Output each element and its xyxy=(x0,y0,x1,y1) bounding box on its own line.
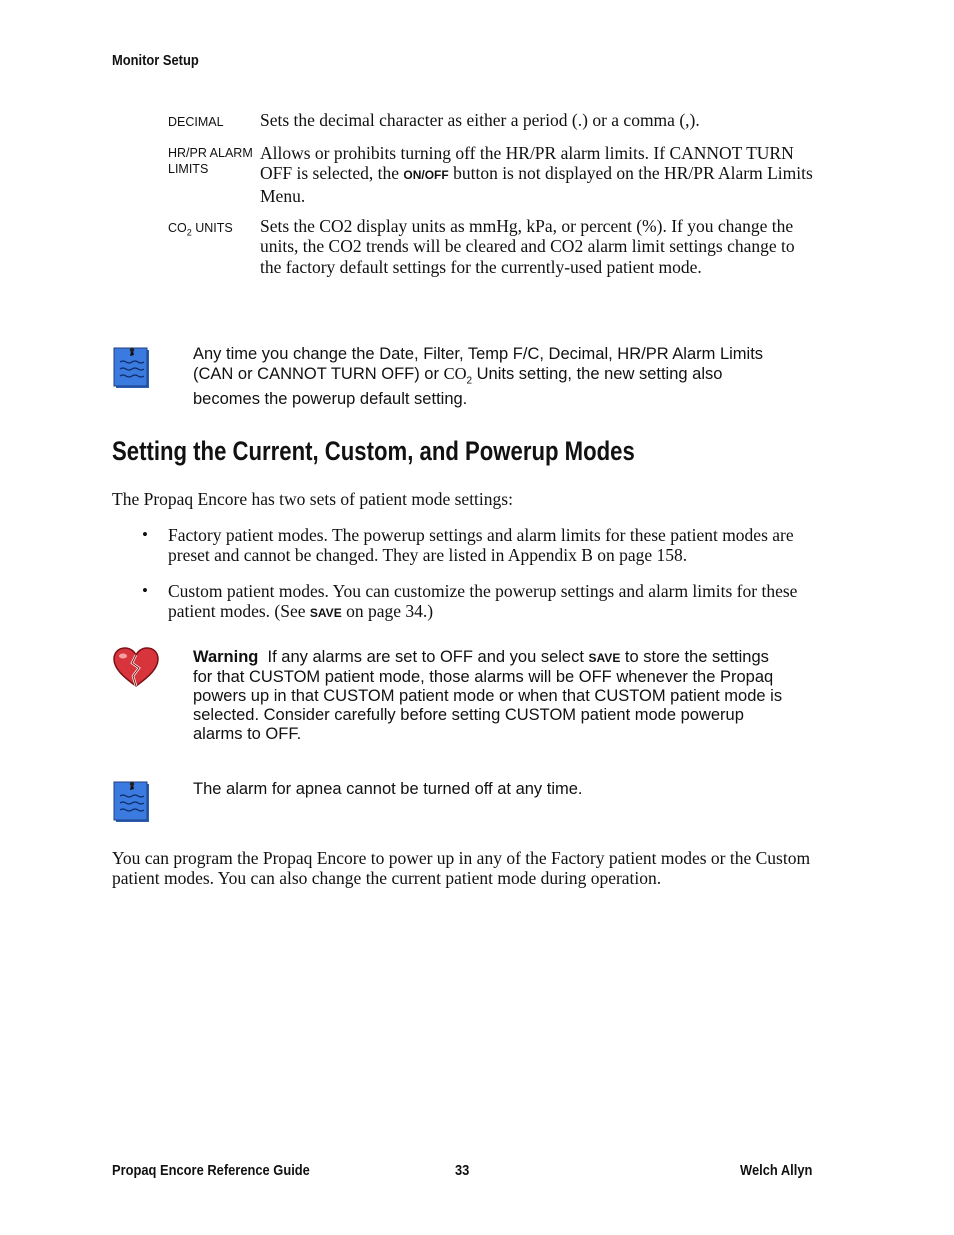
note-text-part: Any time you change the Date, Filter, Temp F/C, Decimal, HR/PR Alarm Limits (CAN or CANNOT TURN OFF) or xyxy=(193,345,764,383)
warning-label: Warning xyxy=(193,648,259,666)
save-button-label: SAVE xyxy=(588,651,621,665)
term-line-2: LIMITS xyxy=(168,162,209,176)
footer-company: Welch Allyn xyxy=(740,1162,813,1179)
warning-text xyxy=(193,648,783,744)
footer-guide-title: Propaq Encore Reference Guide xyxy=(112,1162,310,1179)
note-text xyxy=(193,345,783,409)
broken-heart-icon xyxy=(112,646,160,688)
definition-co2-units: Sets the CO2 display units as mmHg, kPa, or percent (%). If you change the units, the CO2 trends will be cleared and CO2 alarm limit settings change to the factory default settings for the currently-used patient mode. xyxy=(260,216,795,277)
bullet-marker: • xyxy=(142,525,148,544)
definition-text: button is not displayed on the HR/PR Alarm Limits Menu. xyxy=(260,163,813,206)
definition-decimal: Sets the decimal character as either a period (.) or a comma (,). xyxy=(260,110,700,130)
term-decimal: DECIMAL xyxy=(168,115,224,129)
closing-paragraph: You can program the Propaq Encore to power up in any of the Factory patient modes or the Custom patient modes. You can also change the current patient mode during operation. xyxy=(112,848,811,889)
definition-text: Allows or prohibits turning off the HR/PR alarm limits. If CANNOT TURN OFF is selected, the xyxy=(260,143,794,184)
footer-page-number: 33 xyxy=(455,1162,470,1179)
bullet-marker: • xyxy=(142,581,148,600)
running-head: Monitor Setup xyxy=(112,52,199,69)
term-subscript: 2 xyxy=(186,227,192,238)
warning-text-part: to store the settings for that CUSTOM patient mode, those alarms will be OFF whenever the Propaq powers up in that CUSTOM patient mode or when that CUSTOM patient mode is selected. Consider carefully before setting CUSTOM patient mode powerup alarms to OFF. xyxy=(193,648,783,743)
term-hr-pr-alarm-limits xyxy=(168,145,253,177)
note-icon xyxy=(112,346,152,390)
term-prefix: CO xyxy=(168,221,187,235)
co-text: CO xyxy=(443,364,467,383)
bullet-custom-modes xyxy=(168,581,818,624)
section-heading: Setting the Current, Custom, and Powerup Modes xyxy=(112,436,635,466)
bullet-text-part: on page 34.) xyxy=(341,601,434,622)
note-apnea-text: The alarm for apnea cannot be turned off at any time. xyxy=(193,780,583,798)
definition-hr-pr-alarm-limits xyxy=(260,143,815,206)
co-subscript: 2 xyxy=(466,375,473,387)
bullet-text-part: Custom patient modes. You can customize the powerup settings and alarm limits for these patient modes. (See xyxy=(168,581,798,622)
on-off-button-label: ON/OFF xyxy=(403,168,449,183)
save-button-label: SAVE xyxy=(309,606,342,621)
term-co2-units xyxy=(168,220,233,241)
note-icon xyxy=(112,780,152,824)
term-suffix: UNITS xyxy=(191,221,233,235)
warning-text-part: If any alarms are set to OFF and you select xyxy=(258,648,589,666)
bullet-factory-modes: Factory patient modes. The powerup settings and alarm limits for these patient modes are preset and cannot be changed. They are listed in Appendix B on page 158. xyxy=(168,525,794,566)
intro-paragraph: The Propaq Encore has two sets of patient mode settings: xyxy=(112,489,513,509)
note-text-part: Units setting, the new setting also becomes the powerup default setting. xyxy=(193,365,723,409)
term-line-1: HR/PR ALARM xyxy=(168,146,253,160)
